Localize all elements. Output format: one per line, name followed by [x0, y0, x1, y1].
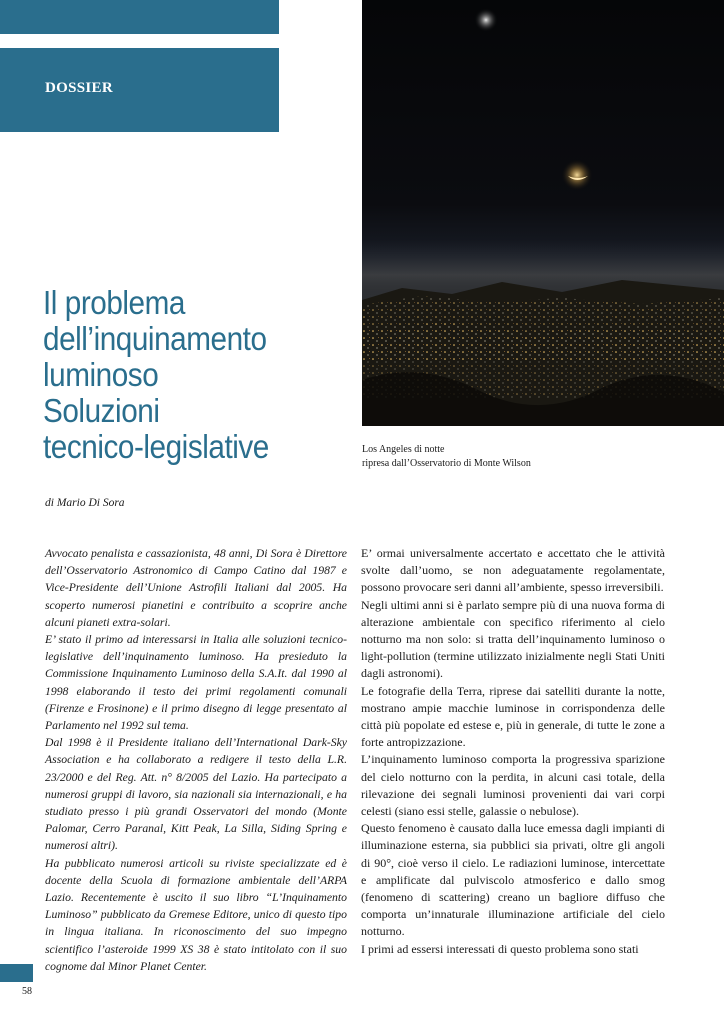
header-color-band — [0, 0, 279, 34]
title-line: dell’inquinamento — [43, 320, 267, 357]
page-number: 58 — [22, 986, 32, 997]
photo-caption — [362, 443, 531, 471]
body-paragraph: I primi ad essersi interessati di questo problema sono stati — [361, 941, 639, 956]
body-paragraph: Negli ultimi anni si è parlato sempre più di una nuova forma di alterazione ambientale con specifico riferimento al cielo notturno ma non solo: si tratta dell’inquinamento luminoso o light-pollution (termine utilizzato inizialmente negli Stati Uniti dagli astronomi). — [361, 597, 665, 681]
star-point — [474, 8, 498, 32]
article-title — [43, 285, 313, 465]
title-line: Soluzioni — [43, 392, 160, 429]
caption-line: ripresa dall’Osservatorio di Monte Wilson — [362, 458, 531, 469]
page-tab — [0, 964, 33, 982]
body-paragraph: L’inquinamento luminoso comporta la progressiva sparizione del cielo notturno con la perdita, in alcuni casi totale, della rilevazione dei segnali luminosi provenienti dai vari corpi celesti (siano essi stelle, galassie o nebulose). — [361, 752, 665, 819]
title-line: tecnico-legislative — [43, 428, 269, 465]
article-body — [361, 545, 665, 958]
byline: di Mario Di Sora — [45, 497, 125, 509]
title-line: Il problema — [43, 284, 185, 321]
bio-paragraph: Avvocato penalista e cassazionista, 48 anni, Di Sora è Direttore dell’Osservatorio Astronomico di Campo Catino dal 1987 e Vice-Presidente dell’Unione Astrofili Italiani dal 2005. Ha scoperto numerosi pianetini e contribuito a scoprire anche alcuni pianeti extra-solari. — [45, 547, 347, 629]
body-paragraph: Le fotografie della Terra, riprese dai satelliti durante la notte, mostrano ampie macchie luminose in corrispondenza delle città più popolate ed estese e, più in generale, di tutte le zone a forte antropizzazione. — [361, 683, 665, 750]
author-bio — [45, 545, 347, 975]
bio-paragraph: Dal 1998 è il Presidente italiano dell’International Dark-Sky Association e ha collaborato a redigere il testo della L.R. 23/2000 e del Reg. Att. n° 8/2005 del Lazio. Ha partecipato a numerosi gruppi di lavoro, sia nazionali sia internazionali, e ha studiato presso i più grandi Osservatori del mondo (Monte Palomar, Cerro Paranal, Kitt Peak, La Silla, Siding Spring e numerosi altri). — [45, 736, 347, 853]
photo-illustration — [362, 0, 724, 426]
caption-line: Los Angeles di notte — [362, 444, 445, 455]
night-city-photo — [362, 0, 724, 426]
body-paragraph: Questo fenomeno è causato dalla luce emessa dagli impianti di illuminazione esterna, sia pubblici sia privati, oltre gli angoli di 90°, cioè verso il cielo. Le radiazioni luminose, intercettate e amplificate dal pulviscolo atmosferico e dallo smog (fenomeno di scattering) creano un bagliore diffuso che comporta un’innaturale illuminazione artificiale del cielo notturno. — [361, 821, 665, 939]
section-band — [0, 48, 279, 132]
bio-paragraph: E’ stato il primo ad interessarsi in Italia alle soluzioni tecnico-legislative dell’inquinamento luminoso. Ha presieduto la Commissione Inquinamento Luminoso della S.A.It. dal 1990 al 1998 elaborando il testo dei primi regolamenti comunali (Firenze e Frosinone) e il primo disegno di legge presentato al Parlamento nel 1992 sul tema. — [45, 633, 347, 733]
section-label: DOSSIER — [45, 80, 113, 96]
title-line: luminoso — [43, 356, 159, 393]
moon-glow — [561, 159, 593, 191]
body-paragraph: E’ ormai universalmente accertato e accettato che le attività svolte dall’uomo, se non adeguatamente regolamentate, possono provocare seri danni all’ambiente, spesso irreversibili. — [361, 546, 665, 595]
bio-paragraph: Ha pubblicato numerosi articoli su riviste specializzate ed è docente della Scuola di formazione ambientale dell’ARPA Lazio. Recentemente è uscito il suo libro “L’Inquinamento Luminoso” pubblicato da Gremese Editore, unico di questo tipo in lingua italiana. In riconoscimento del suo impegno scientifico l’asteroide 1999 XS 38 è stato intitolato con il suo cognome dal Minor Planet Center. — [45, 856, 347, 973]
